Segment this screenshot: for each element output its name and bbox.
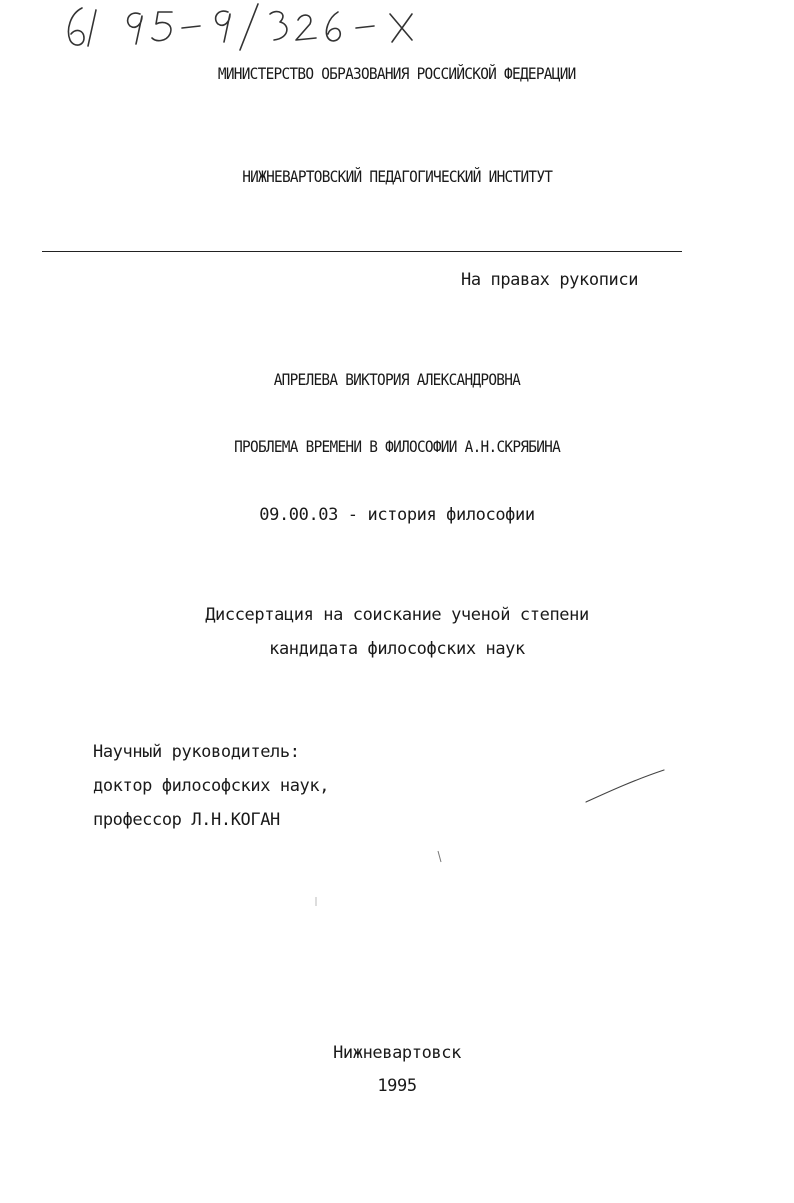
ministry-text: МИНИСТЕРСТВО ОБРАЗОВАНИЯ РОССИЙСКОЙ ФЕДЕРАЦИИ [218,64,576,83]
institute-header [0,167,794,187]
supervisor-name: профессор Л.Н.КОГАН [93,810,280,830]
degree-line-1: Диссертация на соискание ученой степени [205,605,589,625]
author-name [0,370,794,390]
supervisor-label: Научный руководитель: [93,742,300,762]
degree-line-2: кандидата философских наук [269,639,525,659]
ministry-header [0,64,794,84]
dissertation-title [0,437,794,457]
specialty-code: 09.00.03 - история философии [259,505,535,525]
title-text: ПРОБЛЕМА ВРЕМЕНИ В ФИЛОСОФИИ А.Н.СКРЯБИНА [234,437,560,456]
manuscript-note: На правах рукописи [461,270,639,290]
handwritten-archive-code [60,0,460,60]
scan-mark [436,850,444,864]
institute-text: НИЖНЕВАРТОВСКИЙ ПЕДАГОГИЧЕСКИЙ ИНСТИТУТ [241,167,553,186]
header-divider [42,251,682,252]
city: Нижневартовск [333,1043,461,1063]
author-text: АПРЕЛЕВА ВИКТОРИЯ АЛЕКСАНДРОВНА [273,370,521,389]
year: 1995 [377,1076,417,1096]
supervisor-degree: доктор философских наук, [93,776,330,796]
scan-mark-2 [314,896,318,908]
signature-stroke [584,766,668,806]
